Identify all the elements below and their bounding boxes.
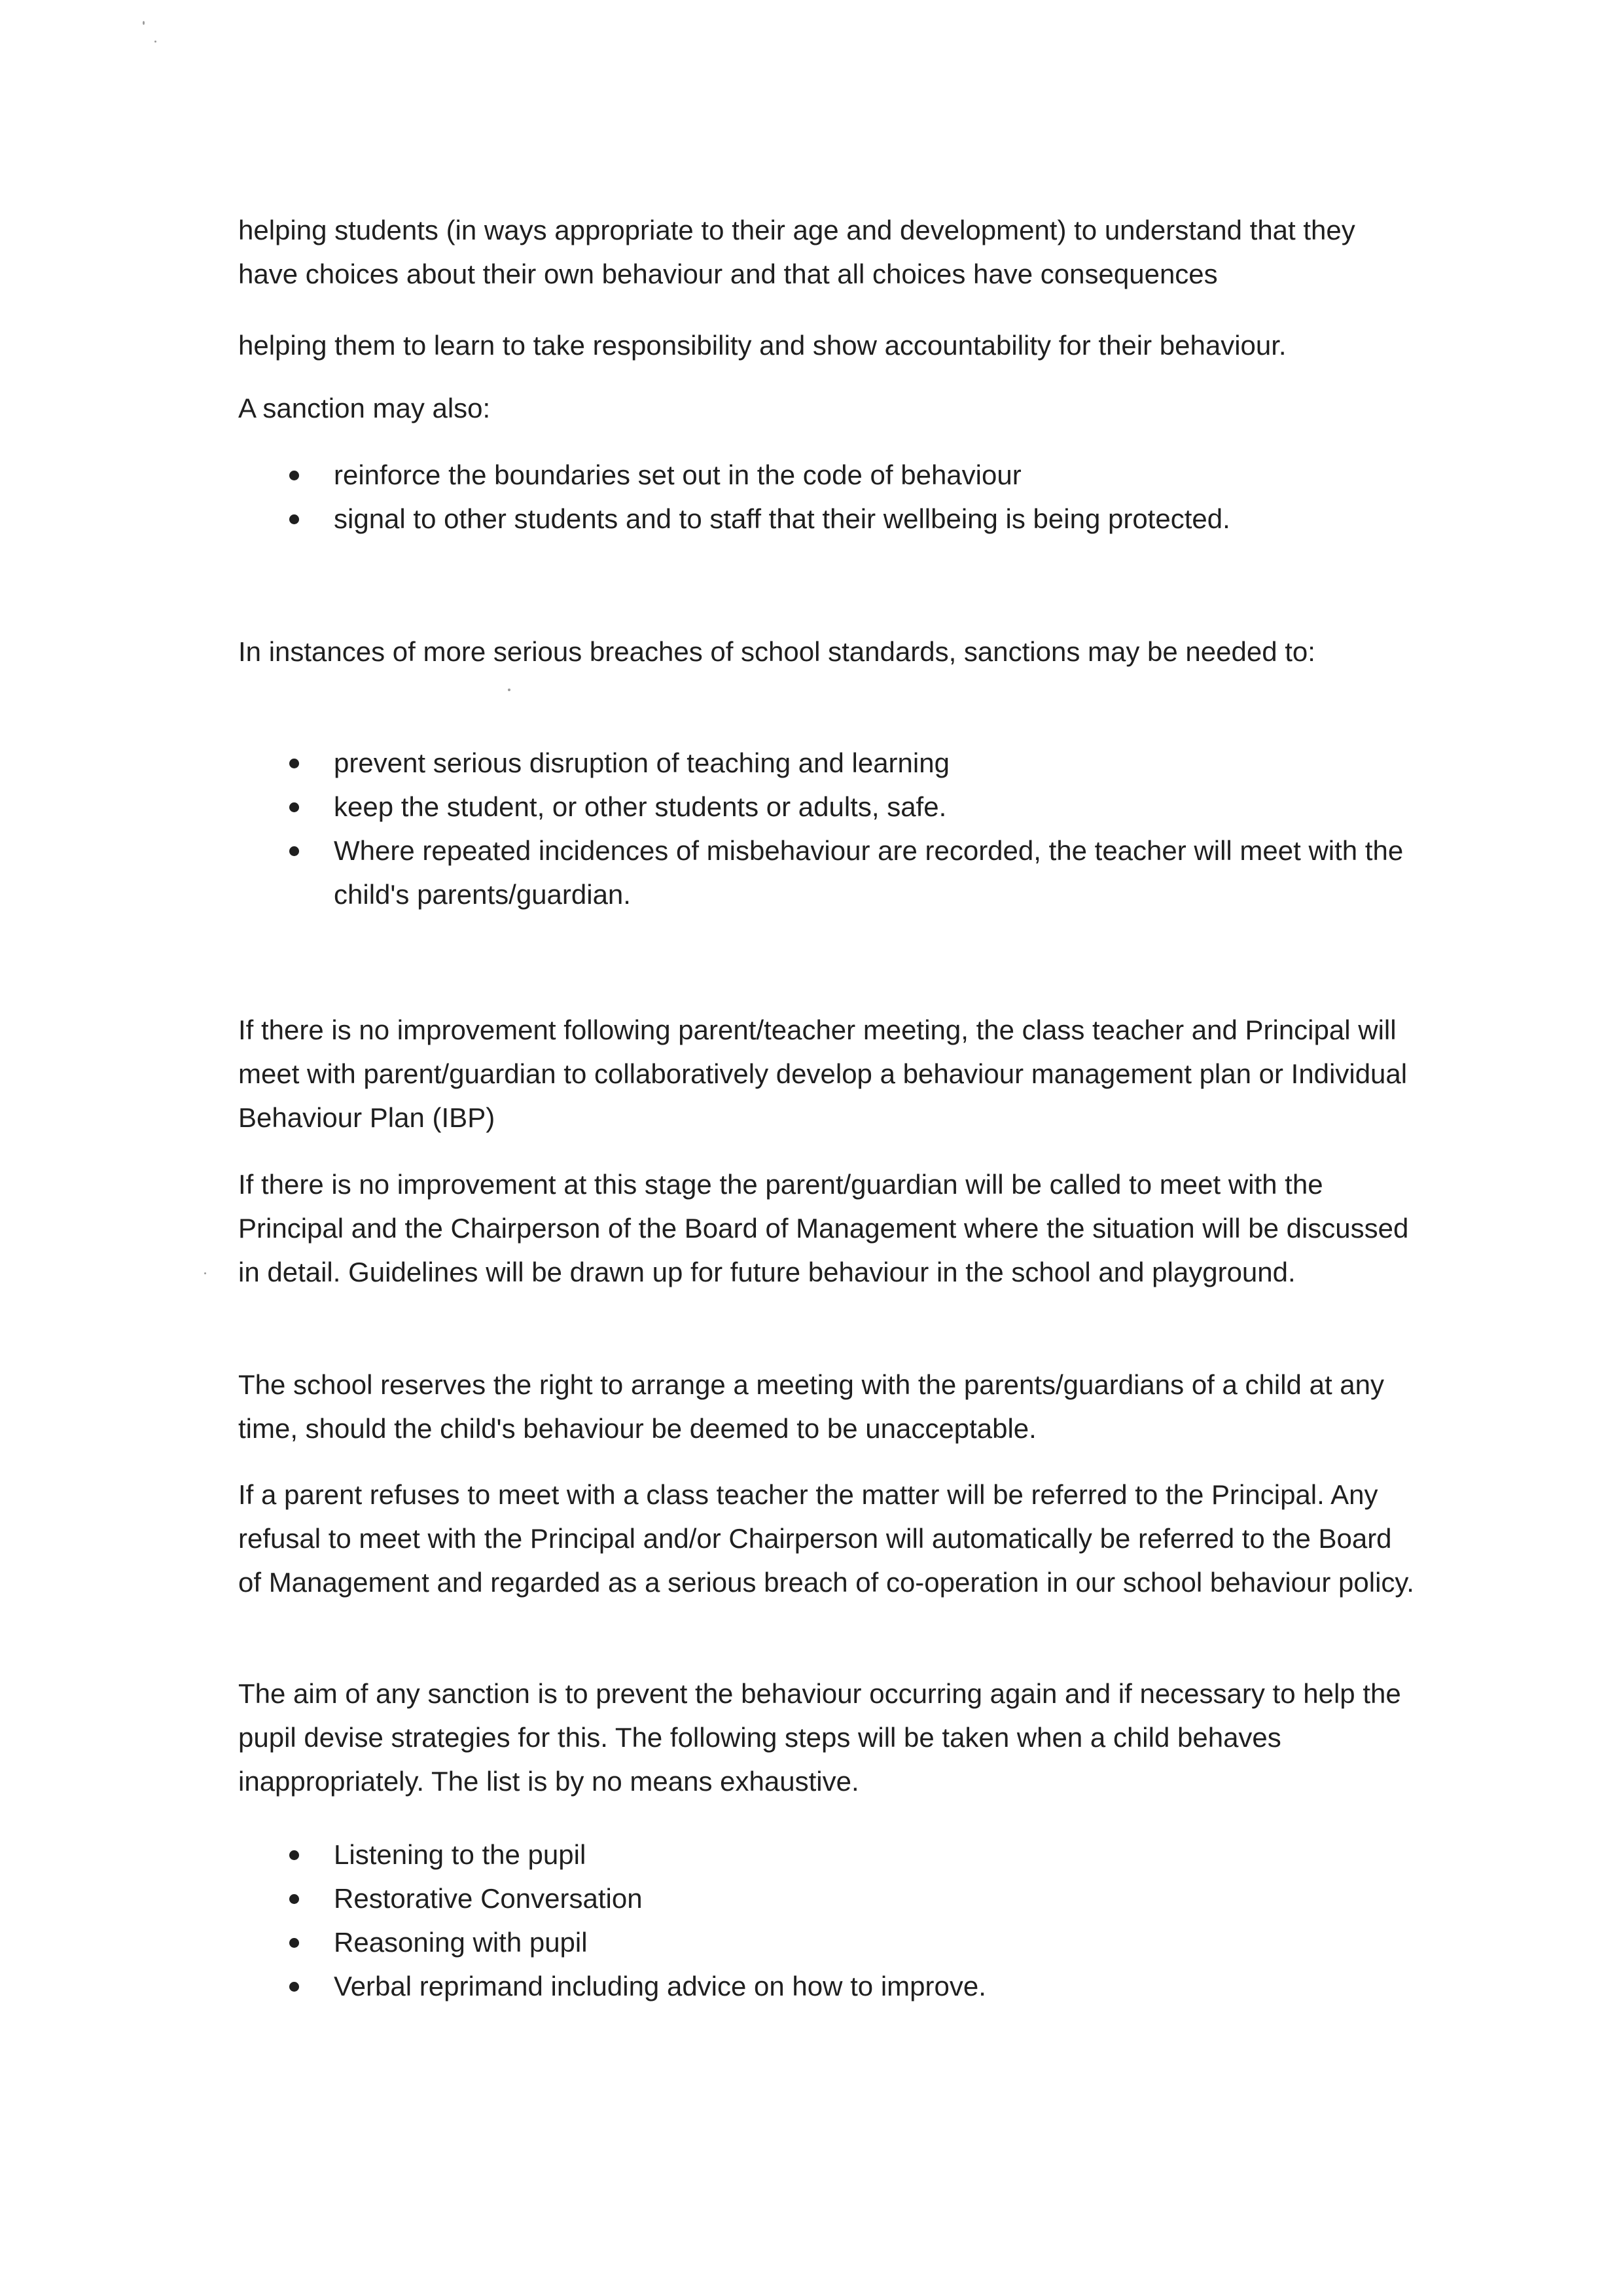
bullet-icon bbox=[289, 759, 299, 768]
paragraph-choices: helping students (in ways appropriate to their age and development) to understand that they have choices about their own behaviour and that all choices have consequences bbox=[238, 215, 1355, 289]
list-item: Where repeated incidences of misbehaviour are recorded, the teacher will meet with the child's parents/guardian. bbox=[238, 829, 1416, 916]
scan-speck bbox=[143, 21, 145, 25]
list-item: prevent serious disruption of teaching and learning bbox=[238, 741, 1416, 785]
bullet-icon bbox=[289, 471, 299, 480]
list-serious-breaches bbox=[238, 741, 1416, 916]
list-item: Reasoning with pupil bbox=[238, 1920, 1416, 1964]
list-item: Listening to the pupil bbox=[238, 1833, 1416, 1876]
list-item: keep the student, or other students or adults, safe. bbox=[238, 785, 1416, 829]
list-item: Restorative Conversation bbox=[238, 1876, 1416, 1920]
list-sanction-also bbox=[238, 453, 1416, 541]
list-steps bbox=[238, 1833, 1416, 2008]
bullet-icon bbox=[289, 1850, 299, 1860]
paragraph-further-steps: If there is no improvement at this stage the parent/guardian will be called to meet with the Principal and the Chairperson of the Board of Management where the situation will be discussed in detail. Guidelines will be drawn up for future behaviour in the school and playground. bbox=[238, 1169, 1409, 1287]
paragraph-parent-refuses: If a parent refuses to meet with a class teacher the matter will be referred to the Principal. Any refusal to meet with the Principal and/or Chairperson will automatically be referred to the Board of Management and regarded as a serious breach of co-operation in our school behaviour policy. bbox=[238, 1479, 1414, 1598]
bullet-icon bbox=[289, 1982, 299, 1992]
list-item: reinforce the boundaries set out in the code of behaviour bbox=[238, 453, 1416, 497]
bullet-icon bbox=[289, 1938, 299, 1948]
paragraph-no-improvement: If there is no improvement following parent/teacher meeting, the class teacher and Principal will meet with parent/guardian to collaboratively develop a behaviour management plan or Individual Behaviour Plan (IBP) bbox=[238, 1014, 1408, 1133]
bullet-icon bbox=[289, 846, 299, 856]
scan-speck bbox=[154, 41, 156, 43]
list-item: signal to other students and to staff that their wellbeing is being protected. bbox=[238, 497, 1416, 541]
scan-speck bbox=[508, 689, 510, 691]
bullet-icon bbox=[289, 1894, 299, 1904]
paragraph-aim-of-sanction: The aim of any sanction is to prevent the behaviour occurring again and if necessary to help the pupil devise strategies for this. The following steps will be taken when a child behaves inappropriately. The list is by no means exhaustive. bbox=[238, 1678, 1401, 1797]
scan-speck bbox=[204, 1272, 206, 1274]
paragraph-sanction-also: A sanction may also: bbox=[238, 393, 491, 423]
list-item: Verbal reprimand including advice on how to improve. bbox=[238, 1964, 1416, 2008]
bullet-icon bbox=[289, 514, 299, 524]
bullet-icon bbox=[289, 802, 299, 812]
paragraph-serious-breaches: In instances of more serious breaches of school standards, sanctions may be needed to: bbox=[238, 636, 1315, 667]
paragraph-responsibility: helping them to learn to take responsibility and show accountability for their behaviour. bbox=[238, 330, 1287, 361]
paragraph-right-to-meet: The school reserves the right to arrange a meeting with the parents/guardians of a child at any time, should the child's behaviour be deemed to be unacceptable. bbox=[238, 1369, 1384, 1444]
